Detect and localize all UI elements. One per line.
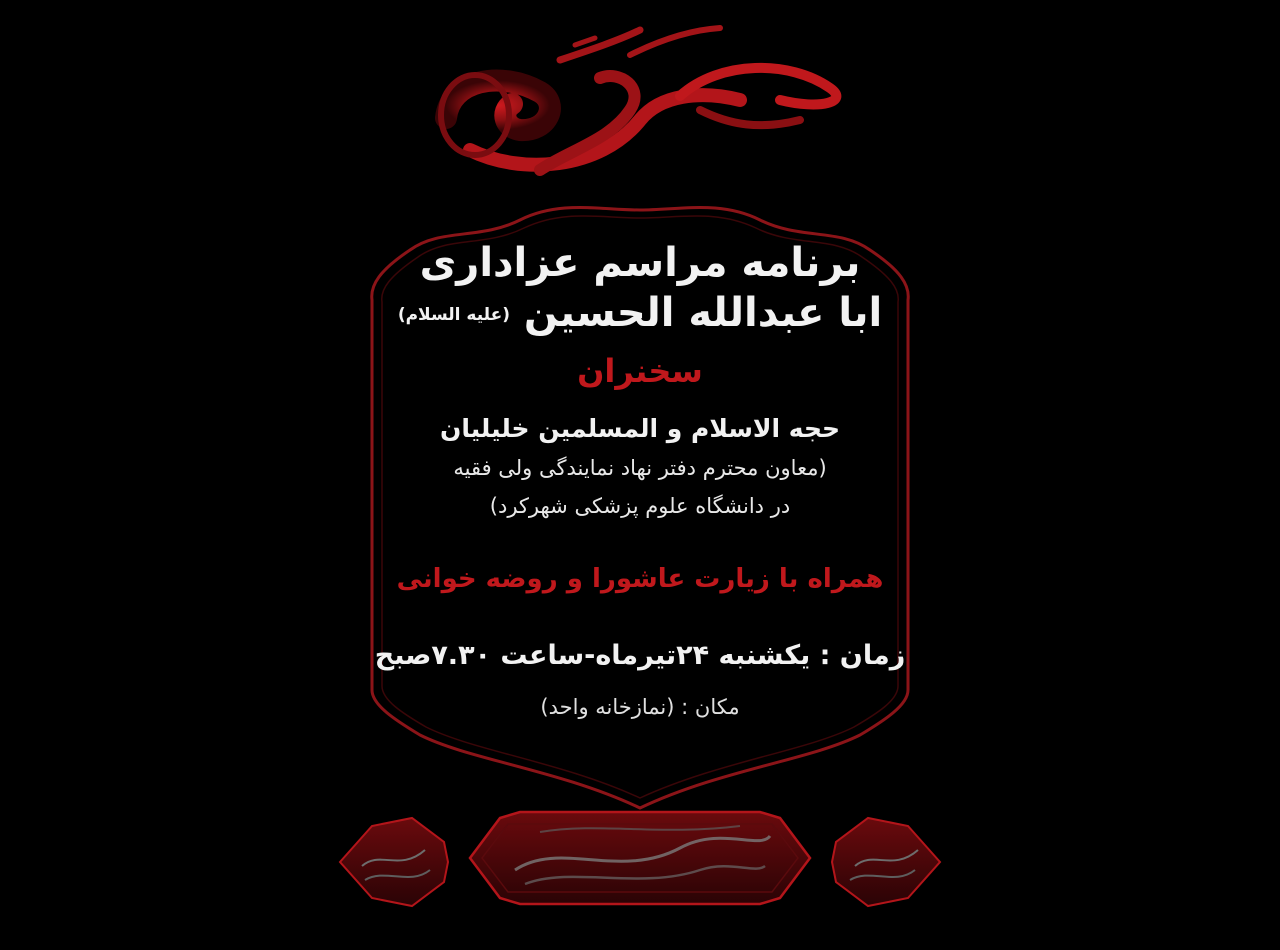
bottom-banner-right xyxy=(832,818,940,906)
calligraphy-logo xyxy=(441,28,836,170)
speakers-heading: سخنران xyxy=(577,352,703,390)
title-line-2: ابا عبدالله الحسین xyxy=(523,290,883,336)
speaker-name: حجه الاسلام و المسلمین خلیلیان xyxy=(439,414,840,443)
title-suffix: (علیه السلام) xyxy=(397,305,510,325)
bottom-banner-left xyxy=(340,818,448,906)
bottom-banner xyxy=(470,812,810,904)
speaker-role-line-2: در دانشگاه علوم پزشکی شهرکرد) xyxy=(489,494,791,518)
event-place: مکان : (نمازخانه واحد) xyxy=(540,695,740,719)
accompaniment-line: همراه با زیارت عاشورا و روضه خوانی xyxy=(396,564,884,594)
title-line-2-wrapper xyxy=(380,290,900,336)
title-line-1: برنامه مراسم عزاداری xyxy=(419,240,861,286)
speaker-role-line-1: (معاون محترم دفتر نهاد نمایندگی ولی فقیه xyxy=(453,456,827,480)
event-time: زمان : یکشنبه ۲۴تیرماه-ساعت ۷.۳۰صبح xyxy=(374,640,906,671)
